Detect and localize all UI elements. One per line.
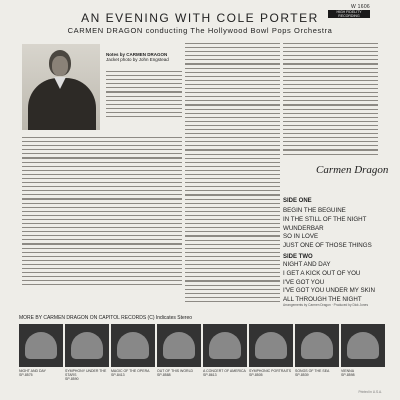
track-item: IN THE STILL OF THE NIGHT <box>283 215 367 223</box>
cover-number: SP-8588 <box>157 373 171 377</box>
album-cover <box>203 324 247 388</box>
cover-art <box>157 324 201 367</box>
track-item: WUNDERBAR <box>283 224 324 232</box>
cover-number: SP-8598 <box>341 373 355 377</box>
tracklist <box>283 207 393 305</box>
cover-caption: SONGS OF THE SEA <box>295 369 330 373</box>
album-cover <box>111 324 155 388</box>
cover-art <box>341 324 385 367</box>
track-item: I GET A KICK OUT OF YOU <box>283 269 361 277</box>
album-covers-row <box>19 324 381 388</box>
cover-number: SP-8413 <box>111 373 125 377</box>
cover-caption: A CONCERT OF AMERICA <box>203 369 246 373</box>
track-item: SO IN LOVE <box>283 233 319 241</box>
album-subtitle: CARMEN DRAGON conducting The Hollywood Bowl Pops Orchestra <box>67 26 333 35</box>
notes-author: Notes by CARMEN DRAGON <box>106 52 168 57</box>
hi-fi-badge: HIGH FIDELITY RECORDING <box>328 10 370 18</box>
photo-credit: Jacket photo by John Engstead <box>106 57 169 62</box>
cover-art <box>65 324 109 367</box>
album-cover <box>295 324 339 388</box>
track-item: BEGIN THE BEGUINE <box>283 207 346 214</box>
track-item: I'VE GOT YOU <box>283 278 325 286</box>
track-item: JUST ONE OF THOSE THINGS <box>283 242 372 250</box>
cover-art <box>111 324 155 367</box>
album-cover <box>19 324 63 388</box>
side-one-label: SIDE ONE <box>283 198 312 204</box>
cover-number: SP-8590 <box>65 377 79 381</box>
album-cover <box>249 324 293 388</box>
track-item: NIGHT AND DAY <box>283 260 331 268</box>
liner-notes-text-right <box>283 40 378 158</box>
album-cover <box>157 324 201 388</box>
cover-art <box>249 324 293 367</box>
printed-in-usa: Printed in U.S.A. <box>358 390 382 394</box>
cover-caption: SYMPHONIC PORTRAITS <box>249 369 292 373</box>
catalog-number: W 1606 <box>350 4 370 10</box>
production-credits: Arrangements by Carmen Dragon · Produced by Dick Jones <box>283 303 369 307</box>
track-item: ALL THROUGH THE NIGHT <box>283 296 362 304</box>
liner-notes-text-lower <box>22 134 182 288</box>
more-music-heading: MORE BY CARMEN DRAGON ON CAPITOL RECORDS (C) Indicates Stereo <box>19 315 193 321</box>
cover-number: SP-8539 <box>295 373 309 377</box>
cover-caption: MAGIC OF THE OPERA <box>111 369 150 373</box>
conductor-signature: Carmen Dragon <box>316 164 389 176</box>
side-two-label: SIDE TWO <box>283 253 313 260</box>
cover-caption: NIGHT AND DAY <box>19 369 46 373</box>
cover-art <box>19 324 63 367</box>
cover-number: SP-8505 <box>249 373 263 377</box>
track-item: I'VE GOT YOU UNDER MY SKIN <box>283 287 375 295</box>
cover-caption: SYMPHONY UNDER THE STARS <box>65 369 107 377</box>
album-cover <box>341 324 385 388</box>
cover-caption: VIENNA <box>341 369 355 373</box>
cover-caption: OUT OF THIS WORLD <box>157 369 194 373</box>
album-title: AN EVENING WITH COLE PORTER <box>81 11 319 25</box>
liner-notes-heading <box>106 52 172 62</box>
conductor-photo <box>22 44 100 130</box>
liner-notes-text-upper <box>106 68 182 120</box>
cover-number: SP-8613 <box>203 373 217 377</box>
cover-art <box>203 324 247 367</box>
cover-number: SP-8575 <box>19 373 33 377</box>
album-cover <box>65 324 109 388</box>
cover-art <box>295 324 339 367</box>
liner-notes-text-middle <box>185 40 280 305</box>
